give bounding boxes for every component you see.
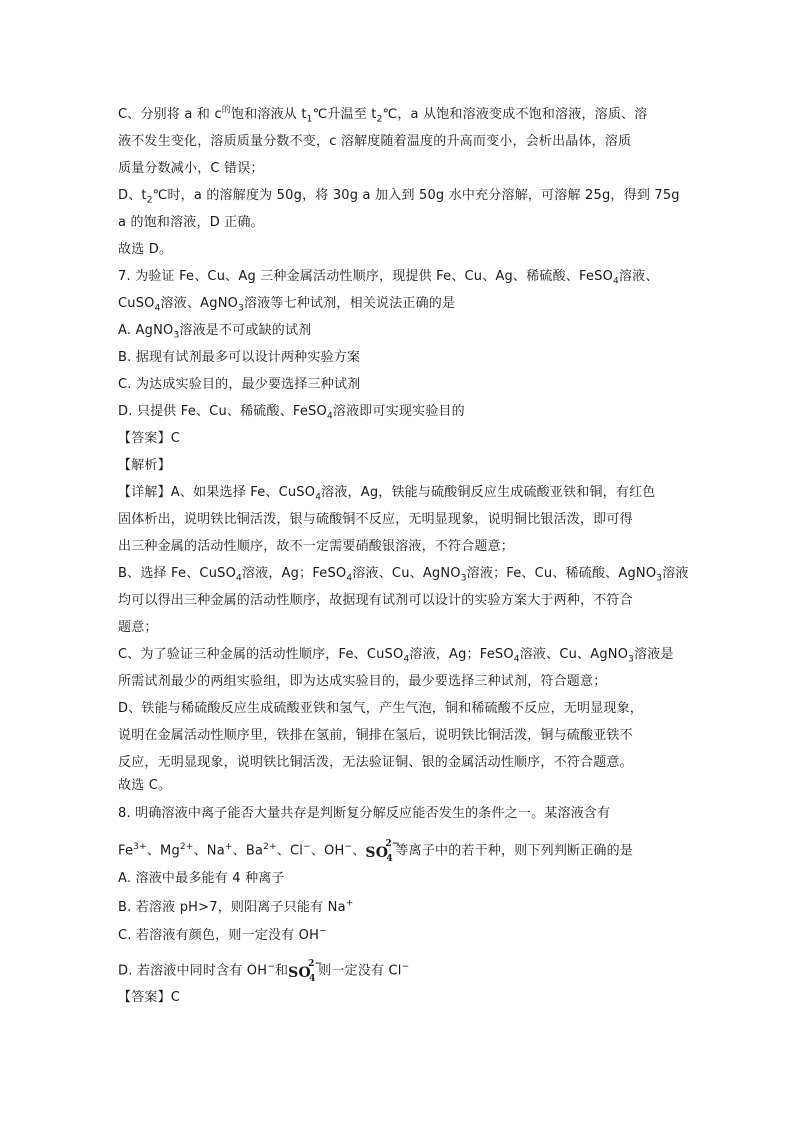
text-line: 8. 明确溶液中离子能否大量共存是判断复分解反应能否发生的条件之一。某溶液含有 [118,806,611,821]
text-line: a 的饱和溶液，D 正确。 [118,215,264,230]
text-line: 题意； [118,620,158,635]
text-line: C. 若溶液有颜色，则一定没有 OH− [118,926,327,943]
text-line: 故选 D。 [118,242,173,257]
text-line: $Fe^{3+}$、$Mg^{2+}$、Na+、$Ba^{2+}$、Cl−、OH−、 SO 2− 4 等离子中的若干种，则下列判断正确的是 [118,839,634,864]
text-line: A. 溶液中最多能有 4 种离子 [118,871,285,886]
text-line: 7. 为验证 Fe、Cu、Ag 三种金属活动性顺序，现提供 Fe、Cu、Ag、稀硫酸、FeSO$_4$溶液、 [118,269,659,287]
text-line: 说明在金属活动性顺序里，铁排在氢前，铜排在氢后，说明铁比铜活泼，铜与硫酸亚铁不 [118,728,633,743]
text-line: B. 据现有试剂最多可以设计两种实验方案 [118,350,361,365]
text-line: 出三种金属的活动性顺序，故不一定需要硝酸银溶液，不符合题意； [118,539,515,554]
text-line: D、铁能与稀硫酸反应生成硫酸亚铁和氢气，产生气泡，铜和稀硫酸不反应，无明显现象， [118,701,644,716]
text-line: D. 只提供 Fe、Cu、稀硫酸、FeSO$_4$溶液即可实现实验目的 [118,404,465,422]
text-line: C、分别将 a 和 $c^的$饱和溶液从 $t_1℃$升温至 $t_2℃$，a 从饱和溶液变成不饱和溶液，溶质、溶 [118,105,648,125]
text-line: B、选择 Fe、CuSO$_4$溶液，Ag；FeSO$_4$溶液、Cu、AgNO$_3$溶液；Fe、Cu、稀硫酸、AgNO$_3$溶液 [118,566,689,584]
text-line: C、为了验证三种金属的活动性顺序，Fe、CuSO$_4$溶液，Ag；FeSO$_4$溶液、Cu、AgNO$_3$溶液是 [118,647,674,665]
text-line: A. AgNO$_3$溶液是不可或缺的试剂 [118,323,312,341]
text-line: C. 为达成实验目的，最少要选择三种试剂 [118,377,361,392]
text-line: 【答案】C [118,431,181,446]
text-line: D. 若溶液中同时含有 OH−和 SO 2− 4 则一定没有 Cl− [118,959,410,984]
text-line: 【解析】 [118,458,171,473]
text-line: 反应，无明显现象，说明铁比铜活泼，无法验证铜、银的金属活动性顺序，不符合题意。 [118,755,633,770]
text-line: 【详解】A、如果选择 Fe、CuSO$_4$溶液，Ag，铁能与硫酸铜反应生成硫酸亚铁和铜，有红色 [118,485,656,503]
text-line: 固体析出，说明铁比铜活泼，银与硫酸铜不反应，无明显现象，说明铜比银活泼，即可得 [118,512,633,527]
text-line: 质量分数减小，C 错误； [118,161,264,176]
text-line: 液不发生变化，溶质质量分数不变，c 溶解度随着温度的升高而变小，会析出晶体，溶质 [118,134,632,149]
text-line: CuSO$_4$溶液、AgNO$_3$溶液等七种试剂，相关说法正确的是 [118,296,456,314]
text-line: 故选 C。 [118,778,172,793]
text-line: 所需试剂最少的两组实验组，即为达成实验目的，最少要选择三种试剂，符合题意； [118,674,607,689]
text-line: B. 若溶液 pH>7，则阳离子只能有 Na+ [118,898,354,915]
text-line: 均可以得出三种金属的活动性顺序，故据现有试剂可以设计的实验方案大于两种，不符合 [118,593,633,608]
text-line: 【答案】C [118,990,181,1005]
text-line: D、$t_2℃$时，a 的溶解度为 50g，将 30g a 加入到 50g 水中充分溶解，可溶解 25g，得到 75g [118,188,680,206]
